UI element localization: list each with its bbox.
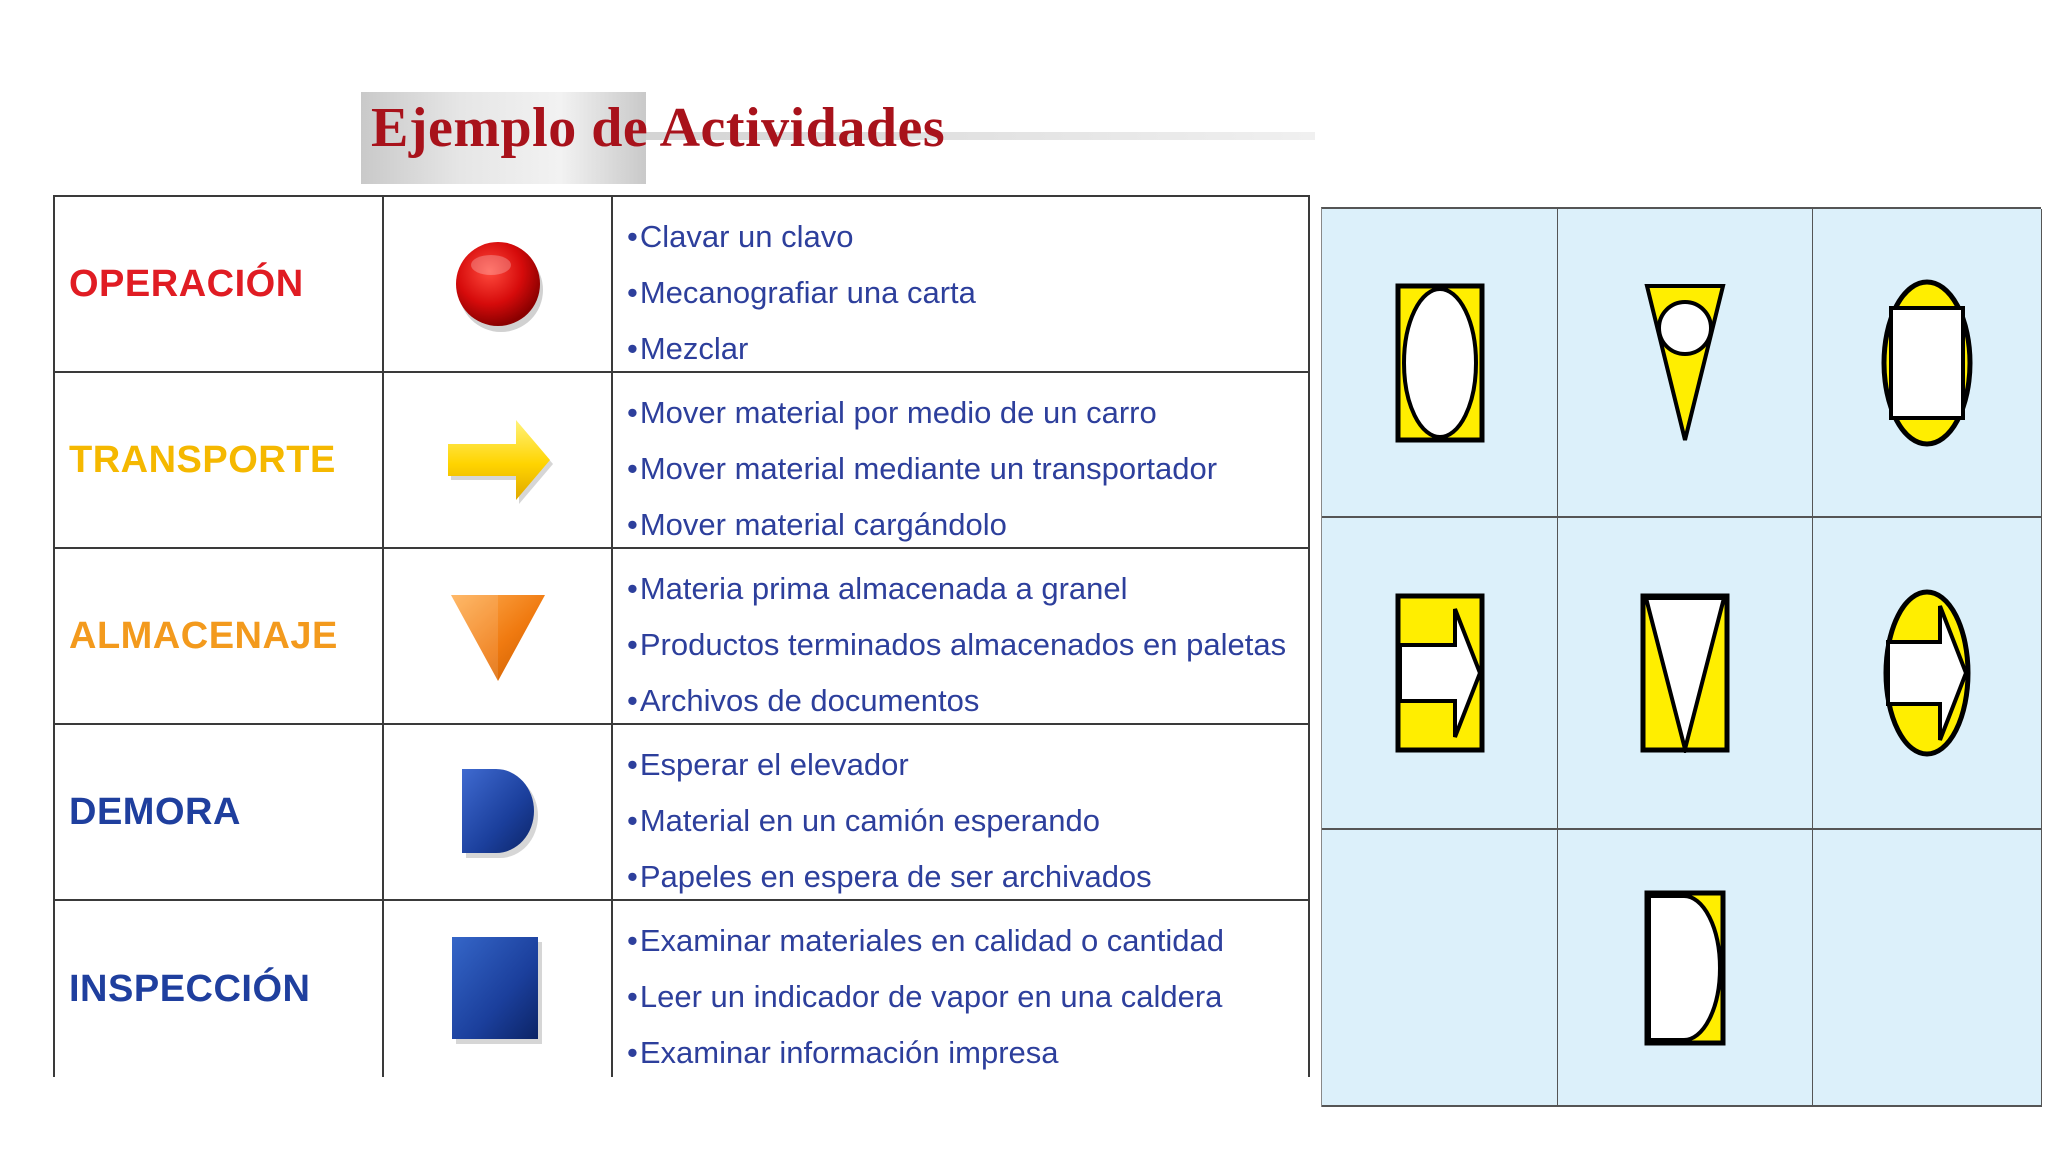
activity-name-cell <box>55 197 384 371</box>
grid-cell <box>1322 518 1558 830</box>
grid-cell <box>1322 209 1558 518</box>
activity-name: TRANSPORTE <box>69 438 336 481</box>
yellow-arrow-icon <box>438 410 558 510</box>
page-title: Ejemplo de Actividades <box>371 97 946 159</box>
table-row-transporte <box>55 373 1308 549</box>
activity-symbol-cell <box>384 373 613 547</box>
example-item: • Leer un indicador de vapor en una caldera <box>627 969 1308 1025</box>
activities-table <box>53 195 1310 1077</box>
triangle-with-circle-icon <box>1644 283 1726 443</box>
circle-with-square-icon <box>1880 278 1974 448</box>
activity-examples <box>613 549 1308 723</box>
square-with-triangle-icon <box>1640 593 1730 753</box>
table-row-almacenaje <box>55 549 1308 725</box>
square-with-circle-icon <box>1395 283 1485 443</box>
activity-examples <box>613 197 1308 371</box>
example-item: • Examinar materiales en calidad o cantidad <box>627 913 1308 969</box>
example-item: • Mezclar <box>627 321 1308 377</box>
example-item: • Productos terminados almacenados en paletas <box>627 617 1308 673</box>
grid-cell <box>1813 518 2042 830</box>
grid-cell-empty <box>1813 830 2042 1107</box>
example-item: • Archivos de documentos <box>627 673 1308 729</box>
example-item: • Materia prima almacenada a granel <box>627 561 1308 617</box>
grid-cell <box>1558 518 1813 830</box>
example-item: • Examinar información impresa <box>627 1025 1308 1081</box>
activity-name: INSPECCIÓN <box>69 967 311 1010</box>
activity-examples <box>613 373 1308 547</box>
table-row-demora <box>55 725 1308 901</box>
activity-examples <box>613 901 1308 1077</box>
grid-cell <box>1558 209 1813 518</box>
activity-symbol-cell <box>384 725 613 899</box>
activity-symbol-cell <box>384 197 613 371</box>
circle-with-arrow-icon <box>1882 588 1972 758</box>
activity-name-cell <box>55 725 384 899</box>
example-item: • Clavar un clavo <box>627 209 1308 265</box>
activity-name: DEMORA <box>69 790 241 833</box>
example-item: • Mover material cargándolo <box>627 497 1308 553</box>
blue-square-icon <box>443 929 553 1049</box>
activity-name-cell <box>55 901 384 1077</box>
activity-name-cell <box>55 549 384 723</box>
combined-symbols-grid <box>1321 207 2041 1107</box>
example-item: • Mecanografiar una carta <box>627 265 1308 321</box>
grid-cell <box>1813 209 2042 518</box>
example-item: • Esperar el elevador <box>627 737 1308 793</box>
grid-cell-empty <box>1322 830 1558 1107</box>
activity-symbol-cell <box>384 549 613 723</box>
activity-name-cell <box>55 373 384 547</box>
activity-name: ALMACENAJE <box>69 614 338 657</box>
title-banner <box>361 92 1315 184</box>
example-item: • Mover material mediante un transportador <box>627 441 1308 497</box>
orange-triangle-icon <box>443 581 553 691</box>
example-item: • Material en un camión esperando <box>627 793 1308 849</box>
square-with-arrow-icon <box>1395 593 1485 753</box>
activity-symbol-cell <box>384 901 613 1077</box>
blue-d-shape-icon <box>448 757 548 867</box>
activity-name: OPERACIÓN <box>69 262 304 305</box>
example-item: • Papeles en espera de ser archivados <box>627 849 1308 905</box>
table-row-operacion <box>55 197 1308 373</box>
grid-cell <box>1558 830 1813 1107</box>
table-row-inspeccion <box>55 901 1308 1077</box>
example-item: • Mover material por medio de un carro <box>627 385 1308 441</box>
activity-examples <box>613 725 1308 899</box>
d-shape-icon <box>1644 890 1726 1046</box>
red-circle-icon <box>443 229 553 339</box>
